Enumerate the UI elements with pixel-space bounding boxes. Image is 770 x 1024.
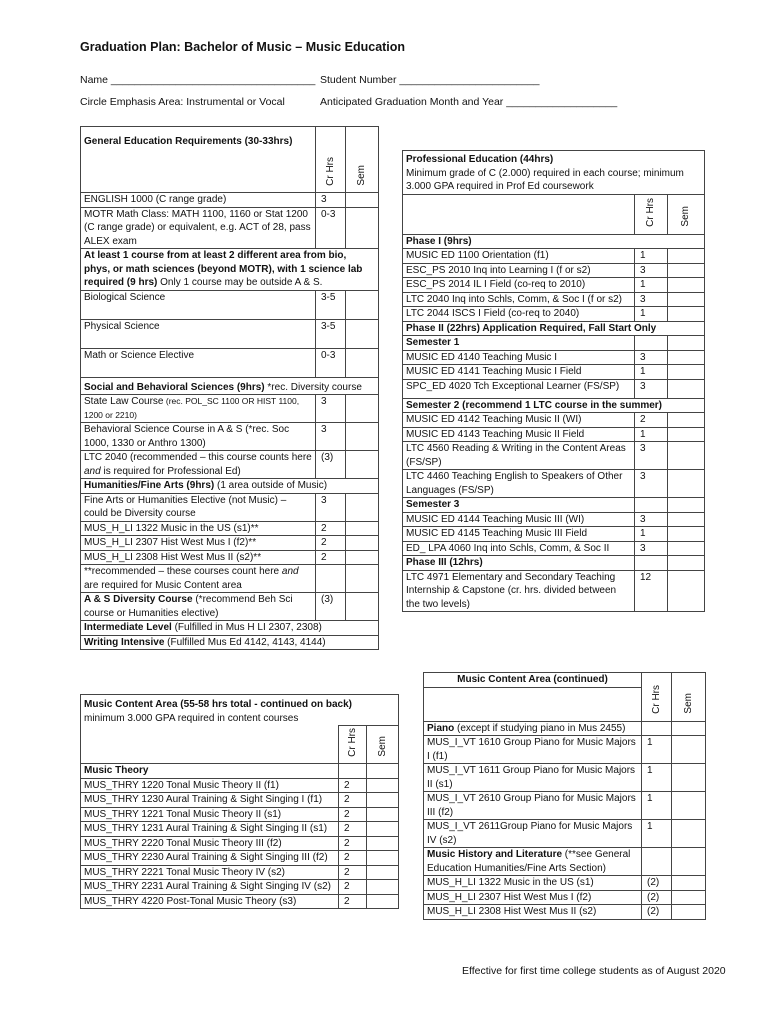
- table-row: MUS_H_LI 2307 Hist West Mus I (f2)** 2: [81, 536, 379, 551]
- table-row: MUS_THRY 2230 Aural Training & Sight Singing III (f2) 2: [81, 851, 399, 866]
- general-education-table: [80, 126, 379, 650]
- name-field[interactable]: Name ___________________________________: [80, 74, 316, 86]
- table-row: LTC 4460 Teaching English to Speakers of Other Languages (FS/SP) 3: [403, 470, 705, 498]
- table-row: MUS_THRY 2221 Tonal Music Theory IV (s2) 2: [81, 865, 399, 880]
- intermediate-row: Intermediate Level (Fulfilled in Mus H LI 2307, 2308): [81, 621, 379, 636]
- table-row: LTC 2044 ISCS I Field (co-req to 2040) 1: [403, 307, 705, 322]
- science-note-row: At least 1 course from at least 2 different area from bio, phys, or math sciences (beyond MOTR), with 1 science lab required (9 hrs) Only 1 course may be outside A & S.: [81, 249, 379, 291]
- gen-ed-heading: General Education Requirements (30-33hrs): [81, 127, 316, 193]
- table-row: SPC_ED 4020 Tch Exceptional Learner (FS/SP) 3: [403, 379, 705, 398]
- music-cont-sem-header: Sem: [672, 673, 706, 722]
- recommended-note-row: **recommended – these courses count here and are required for Music Content area: [81, 565, 379, 593]
- table-row: A & S Diversity Course (*recommend Beh Sci course or Humanities elective) (3): [81, 593, 379, 621]
- graduation-date-field[interactable]: Anticipated Graduation Month and Year ___________________: [320, 96, 618, 108]
- table-row: MOTR Math Class: MATH 1100, 1160 or Stat 1200 (C range grade) or equivalent, e.g. ACT of 28, pass ALEX exam 0-3: [81, 207, 379, 249]
- table-row: MUSIC ED 4144 Teaching Music III (WI) 3: [403, 512, 705, 527]
- semester-2-heading: Semester 2 (recommend 1 LTC course in the summer): [403, 398, 705, 413]
- table-row: MUS_H_LI 2308 Hist West Mus II (s2)** 2: [81, 550, 379, 565]
- semester-1-heading: Semester 1: [403, 336, 635, 351]
- gen-ed-cr-hrs-header: Cr Hrs: [316, 127, 346, 193]
- table-row: MUS_H_LI 1322 Music in the US (s1)** 2: [81, 521, 379, 536]
- music-content-sem-header: Sem: [367, 726, 399, 764]
- table-row: MUS_H_LI 1322 Music in the US (s1) (2): [424, 876, 706, 891]
- table-row: MUSIC ED 4142 Teaching Music II (WI) 2: [403, 413, 705, 428]
- music-theory-heading: Music Theory: [81, 764, 339, 779]
- music-content-cr-hrs-header: Cr Hrs: [339, 726, 367, 764]
- table-row: MUS_I_VT 1611 Group Piano for Music Majors II (s1) 1: [424, 764, 706, 792]
- table-row: ESC_PS 2010 Inq into Learning I (f or s2) 3: [403, 263, 705, 278]
- table-row: Math or Science Elective 0-3: [81, 348, 379, 377]
- table-row: MUS_H_LI 2307 Hist West Mus I (f2) (2): [424, 890, 706, 905]
- table-row: MUS_THRY 1230 Aural Training & Sight Singing I (f1) 2: [81, 793, 399, 808]
- history-heading: Music History and Literature (**see General Education Humanities/Fine Arts Section): [424, 848, 642, 876]
- table-row: MUSIC ED 1100 Orientation (f1) 1: [403, 249, 705, 264]
- effective-date-footer: Effective for first time college students as of August 2020: [462, 965, 726, 977]
- piano-heading: Piano (except if studying piano in Mus 2455): [424, 721, 642, 736]
- table-row: MUS_I_VT 2610 Group Piano for Music Majors III (f2) 1: [424, 792, 706, 820]
- prof-ed-sem-header: Sem: [668, 194, 705, 234]
- table-row: ESC_PS 2014 IL I Field (co-req to 2010) 1: [403, 278, 705, 293]
- table-row: MUS_H_LI 2308 Hist West Mus II (s2) (2): [424, 905, 706, 920]
- music-content-heading: Music Content Area (55-58 hrs total - continued on back): [84, 699, 352, 710]
- emphasis-area-field[interactable]: Circle Emphasis Area: Instrumental or Vocal: [80, 96, 285, 108]
- table-row: MUS_THRY 2231 Aural Training & Sight Singing IV (s2) 2: [81, 880, 399, 895]
- table-row: MUS_I_VT 1610 Group Piano for Music Majors I (f1) 1: [424, 736, 706, 764]
- table-row: MUS_THRY 1221 Tonal Music Theory II (s1) 2: [81, 807, 399, 822]
- music-content-table: Music Content Area (55-58 hrs total - continued on back) minimum 3.000 GPA required in content courses Cr Hrs Sem Music Theory MUS_THRY 1220 Tonal Music Theory II (f1) 2 MUS_THRY 1230 Aural Training & Sight Singing I (f1) 2 MUS_THRY 1221 Tonal Music Theory II (s1) 2 MUS_THRY 1231 Aural Training & Sight Singing II (s1) 2 MUS_THRY 2220 Tonal Music Theory III (f2) 2 MUS_THRY 2230 Aural Training & Sight Singing III (f2) 2 MUS_THRY 2221 Tonal Music Theory IV (s2) 2 MUS_THRY 2231 Aural Training & Sight Singing IV (s2) 2 MUS_THRY 4220 Post-Tonal Music Theory (s3) 2: [80, 694, 399, 909]
- phase-1-heading: Phase I (9hrs): [403, 234, 705, 249]
- table-row: MUSIC ED 4145 Teaching Music III Field 1: [403, 527, 705, 542]
- music-content-continued-table: [423, 672, 706, 920]
- table-row: LTC 4560 Reading & Writing in the Content Areas (FS/SP) 3: [403, 442, 705, 470]
- table-row: LTC 2040 (recommended – this course counts here and is required for Professional Ed) (3): [81, 451, 379, 479]
- professional-education-table: [402, 150, 705, 612]
- table-row: MUS_THRY 2220 Tonal Music Theory III (f2) 2: [81, 836, 399, 851]
- music-cont-cr-hrs-header: Cr Hrs: [642, 673, 672, 722]
- prof-ed-cr-hrs-header: Cr Hrs: [635, 194, 668, 234]
- social-heading-row: Social and Behavioral Sciences (9hrs) *rec. Diversity course: [81, 377, 379, 395]
- page-title: Graduation Plan: Bachelor of Music – Music Education: [80, 40, 406, 54]
- writing-intensive-row: Writing Intensive (Fulfilled Mus Ed 4142, 4143, 4144): [81, 635, 379, 650]
- phase-3-heading: Phase III (12hrs): [403, 556, 635, 571]
- table-row: Biological Science 3-5: [81, 290, 379, 319]
- table-row: MUSIC ED 4141 Teaching Music I Field 1: [403, 365, 705, 380]
- table-row: MUS_THRY 4220 Post-Tonal Music Theory (s3) 2: [81, 894, 399, 909]
- table-row: MUSIC ED 4140 Teaching Music I 3: [403, 350, 705, 365]
- table-row: ED_ LPA 4060 Inq into Schls, Comm, & Soc II 3: [403, 541, 705, 556]
- table-row: Behavioral Science Course in A & S (*rec. Soc 1000, 1330 or Anthro 1300) 3: [81, 423, 379, 451]
- phase-2-heading: Phase II (22hrs) Application Required, Fall Start Only: [403, 321, 705, 336]
- table-row: LTC 2040 Inq into Schls, Comm, & Soc I (f or s2) 3: [403, 292, 705, 307]
- table-row: MUS_THRY 1231 Aural Training & Sight Singing II (s1) 2: [81, 822, 399, 837]
- humanities-heading-row: Humanities/Fine Arts (9hrs) (1 area outside of Music): [81, 479, 379, 494]
- table-row: MUS_THRY 1220 Tonal Music Theory II (f1) 2: [81, 778, 399, 793]
- student-number-field[interactable]: Student Number ________________________: [320, 74, 540, 86]
- music-content-continued-heading: Music Content Area (continued): [424, 673, 642, 688]
- gen-ed-sem-header: Sem: [346, 127, 379, 193]
- table-row: MUS_I_VT 2611Group Piano for Music Majors IV (s2) 1: [424, 820, 706, 848]
- table-row: Physical Science 3-5: [81, 319, 379, 348]
- semester-3-heading: Semester 3: [403, 498, 635, 513]
- table-row: MUSIC ED 4143 Teaching Music II Field 1: [403, 427, 705, 442]
- prof-ed-heading-row: Professional Education (44hrs) Minimum grade of C (2.000) required in each course; minimum 3.000 GPA required in Prof Ed coursework: [403, 151, 705, 195]
- table-row: ENGLISH 1000 (C range grade) 3: [81, 193, 379, 208]
- table-row: LTC 4971 Elementary and Secondary Teaching Internship & Capstone (cr. hrs. divided between the two levels) 12: [403, 570, 705, 612]
- table-row: State Law Course (rec. POL_SC 1100 OR HIST 1100, 1200 or 2210) 3: [81, 395, 379, 423]
- table-row: Fine Arts or Humanities Elective (not Music) – could be Diversity course 3: [81, 493, 379, 521]
